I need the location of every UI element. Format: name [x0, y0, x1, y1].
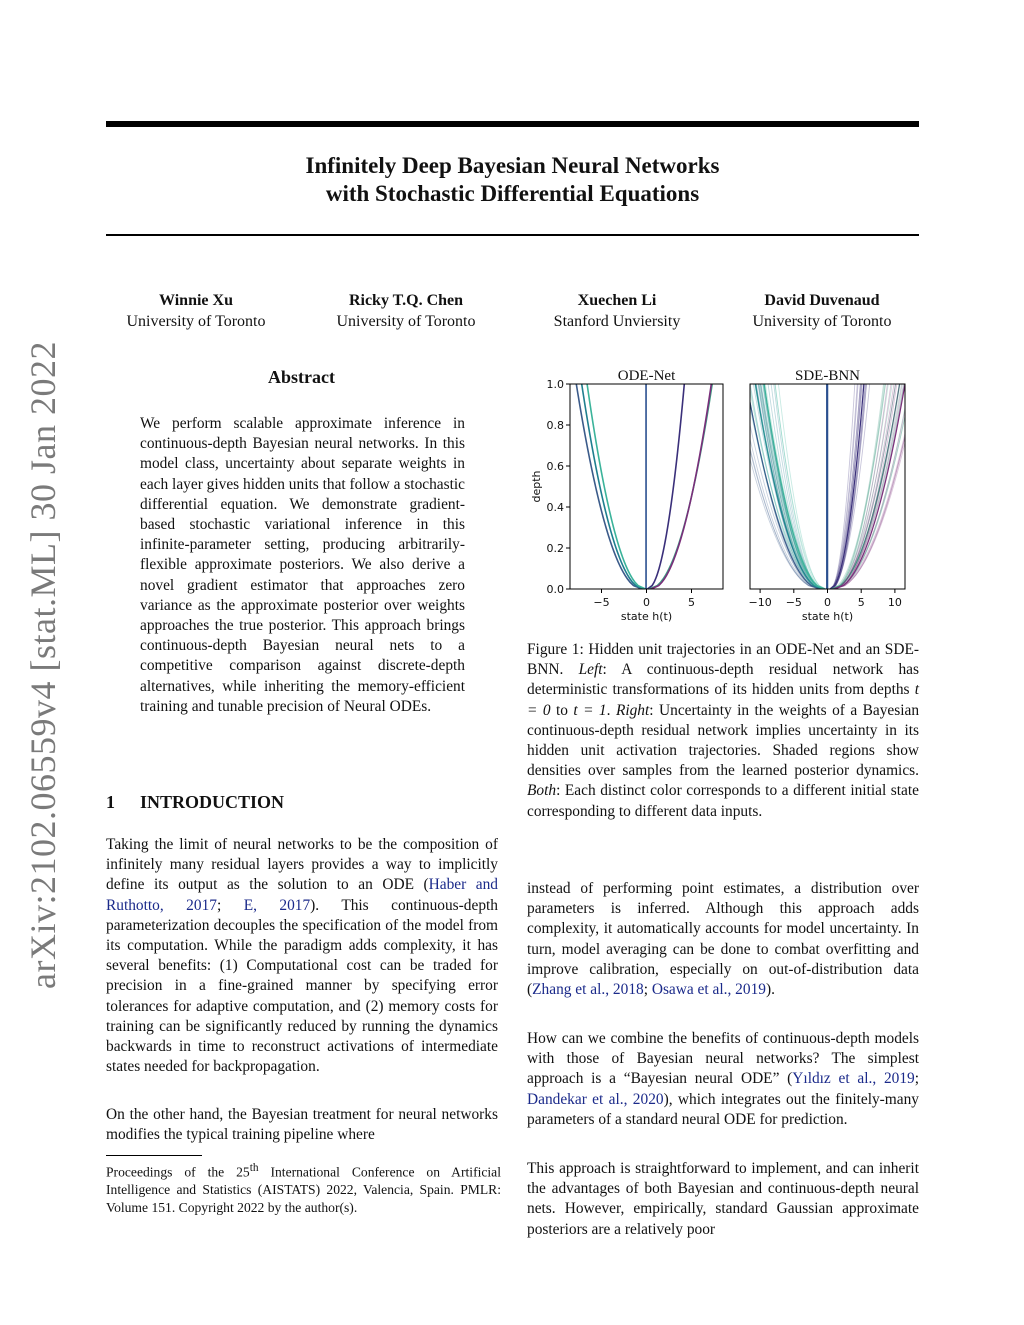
y-axis-label: depth	[530, 470, 543, 503]
citation-year: 2020	[632, 1090, 664, 1108]
plot-area	[732, 384, 918, 589]
x-axis-label: state h(t)	[801, 610, 854, 623]
plot-area	[576, 384, 712, 589]
citation-authors: E	[243, 896, 254, 914]
figure-caption	[527, 640, 919, 822]
text-run: Taking the limit of neural networks to be the composition of infinitely many residual layers provides a way to implicitly define its output as the solution to an ODE (	[106, 836, 498, 894]
text-run: ;	[914, 1070, 920, 1088]
figure-1	[525, 360, 925, 630]
right-paragraph-1	[527, 879, 919, 1000]
section-heading	[106, 792, 284, 813]
citation-authors: Zhang et al.	[532, 981, 606, 999]
author-block	[96, 290, 296, 332]
y-tick-label: 1.0	[546, 378, 564, 391]
text-run: How can we combine the benefits of continuous-depth models with those of Bayesian neural networks? The simplest approach is a “Bayesian neural ODE” (	[527, 1030, 919, 1088]
citation-year: 2019	[735, 981, 766, 999]
section-number: 1	[106, 792, 115, 812]
right-paragraph-3: This approach is straightforward to implement, and can inherit the advantages of both Bayesian and continuous-depth neural nets. However, empirically, standard Gaussian approximate posteriors are a relatively poor	[527, 1160, 919, 1238]
citation-link[interactable]	[792, 1070, 914, 1087]
citation-authors: Osawa et al.	[651, 981, 728, 999]
citation-authors: Dandekar et al.	[527, 1090, 624, 1108]
abstract-heading: Abstract	[268, 367, 335, 387]
caption-emphasis: Left	[578, 661, 603, 679]
caption-label: Figure 1:	[527, 641, 584, 658]
text-run: ), which integrates out the finitely-many parameters of a standard neural ODE for prediction.	[527, 1090, 919, 1128]
citation-year: 2019	[883, 1070, 915, 1088]
paper-title	[106, 152, 919, 208]
citation-separator: ,	[159, 896, 187, 914]
citation-link[interactable]	[532, 981, 644, 998]
y-tick-label: 0.2	[546, 542, 564, 555]
superscript: th	[249, 1162, 259, 1174]
text-run: Proceedings of the 25	[106, 1164, 250, 1180]
citation-separator: ,	[605, 981, 613, 999]
text-run: ;	[643, 981, 652, 999]
y-tick-label: 0.8	[546, 419, 564, 432]
citation-year: 2017	[186, 896, 217, 914]
x-tick-label: 5	[857, 596, 865, 609]
text-run: to	[550, 701, 574, 719]
ode-net-panel	[530, 368, 723, 623]
citation-separator: ,	[872, 1070, 884, 1088]
text-run: ). This continuous-depth parameterization decouples the specification of the model from its computation. While the paradigm adds complexity, it has several benefits: (1) Computational cost can be traded for precision in a fine-grained manner by specifying error tolerances for adaptive computation, and (2) memory costs for training can be significantly reduced by running the dynamics backwards in time to reconstruct activations of intermediate states needed for backpropagation.	[106, 896, 498, 1076]
text-run: ).	[765, 981, 775, 999]
chart-title: ODE-Net	[617, 368, 676, 384]
text-run: : Uncertainty in the weights of a Bayesian continuous-depth residual network implies uncertainty in its hidden unit activation trajectories. Shaded regions show densities over samples from the learned posterior dynamics.	[527, 701, 920, 780]
author-affiliation: University of Toronto	[336, 313, 476, 330]
trajectory-line	[647, 384, 684, 589]
citation-year: 2017	[279, 896, 311, 914]
x-tick-label: −5	[593, 596, 610, 609]
arxiv-identifier: arXiv:2102.06559v4 [stat.ML] 30 Jan 2022	[23, 341, 63, 989]
intro-paragraph-2: On the other hand, the Bayesian treatment for neural networks modifies the typical training pipeline where	[106, 1106, 498, 1144]
caption-emphasis: Both	[527, 782, 557, 800]
x-tick-label: −5	[785, 596, 802, 609]
section-title: INTRODUCTION	[140, 792, 285, 812]
title-rule-bottom	[106, 234, 919, 236]
citation-link[interactable]	[244, 897, 310, 914]
x-tick-label: 10	[887, 596, 902, 609]
title-rule-top	[106, 121, 919, 127]
abstract-text: We perform scalable approximate inference in continuous-depth Bayesian neural networks. In this model class, uncertainty about separate weights in each layer gives hidden units that follow a stochastic differential equation. We demonstrate gradient-based stochastic variational inference in this infinite-parameter setting, producing arbitrarily-flexible approximate posteriors. We also derive a novel gradient estimator that approaches zero variance as the approximate posterior over weights approaches the true posterior. This approach brings continuous-depth Bayesian neural nets to a competitive comparison against discrete-depth alternatives, while inheriting the memory-efficient training and tunable precision of Neural ODEs.	[140, 415, 465, 715]
sde-bnn-panel	[732, 368, 918, 623]
author-name: Ricky T.Q. Chen	[348, 292, 464, 309]
text-run: .	[606, 701, 616, 719]
x-tick-label: 5	[688, 596, 695, 609]
y-tick-label: 0.0	[546, 583, 564, 596]
x-tick-label: −10	[748, 596, 772, 609]
title-line-2: with Stochastic Differential Equations	[325, 181, 700, 206]
author-block	[517, 290, 717, 332]
author-name: Winnie Xu	[159, 292, 233, 309]
citation-authors: Haber and Ruthotto	[106, 876, 498, 914]
chart-title: SDE-BNN	[794, 368, 861, 384]
text-run: Hidden unit trajectories in an ODE-Net and an SDE-BNN.	[527, 641, 919, 679]
y-tick-label: 0.4	[546, 501, 564, 514]
footnote	[106, 1160, 501, 1216]
text-run: : Each distinct color corresponds to a different initial state corresponding to different data inputs.	[527, 782, 919, 820]
footnote-rule	[106, 1155, 202, 1156]
text-run: instead of performing point estimates, a distribution over parameters is inferred. Although this approach adds complexity, it automatically accounts for model uncertainty. In turn, model averaging can be done to combat overfitting and improve calibration, especially on out-of-distribution data (	[527, 880, 919, 999]
math-run: t = 0	[527, 681, 919, 719]
author-block	[722, 290, 922, 332]
citation-year: 2018	[612, 981, 644, 999]
citation-separator: ,	[727, 981, 736, 999]
author-name: Xuechen Li	[577, 292, 657, 309]
citation-link[interactable]	[527, 1091, 664, 1108]
citation-separator: ,	[623, 1090, 633, 1108]
intro-paragraph-1	[106, 835, 498, 1077]
citation-link[interactable]	[652, 981, 766, 998]
title-line-1: Infinitely Deep Bayesian Neural Networks	[305, 153, 720, 178]
x-axis-label: state h(t)	[620, 610, 673, 623]
right-paragraph-2	[527, 1029, 919, 1130]
x-tick-label: 0	[824, 596, 831, 609]
citation-authors: Yıldız et al.	[792, 1070, 873, 1088]
citation-separator: ,	[253, 896, 280, 914]
text-run: ;	[216, 896, 244, 914]
author-name: David Duvenaud	[764, 292, 880, 309]
author-affiliation: University of Toronto	[126, 313, 266, 330]
text-run: International Conference on Artificial Intelligence and Statistics (AISTATS) 2022, Valencia, Spain. PMLR: Volume 151. Copyright 2022 by the author(s).	[106, 1164, 501, 1215]
author-affiliation: University of Toronto	[752, 313, 892, 330]
author-block	[306, 290, 506, 332]
x-tick-label: 0	[643, 596, 650, 609]
text-run: : A continuous-depth residual network has deterministic transformations of its hidden units from depths	[527, 661, 919, 699]
author-affiliation: Stanford Unviersity	[553, 313, 681, 330]
math-run: t = 1	[573, 701, 607, 719]
caption-emphasis: Right	[615, 701, 650, 719]
y-tick-label: 0.6	[546, 460, 564, 473]
